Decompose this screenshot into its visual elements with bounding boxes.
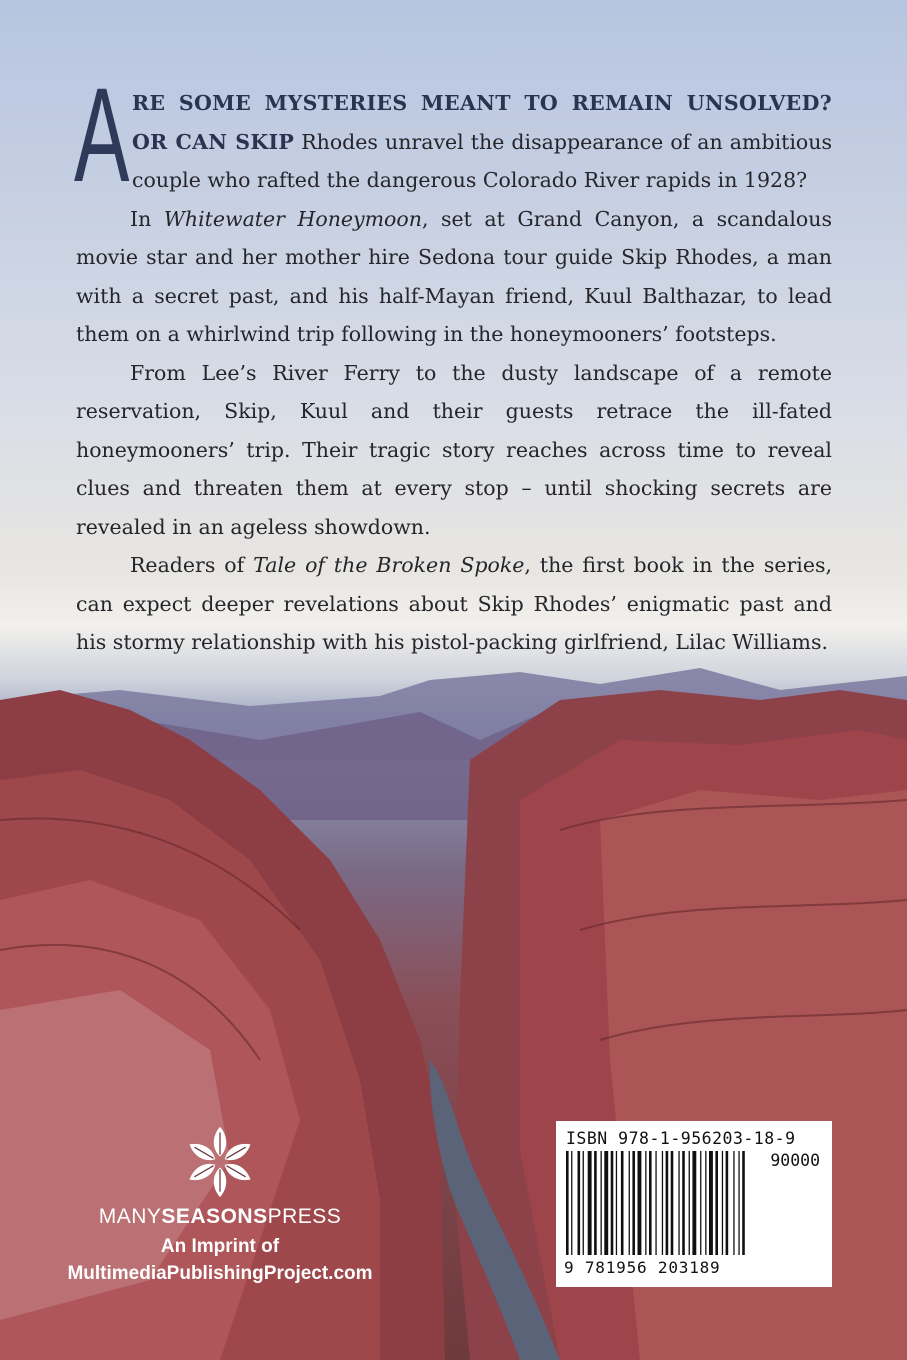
- isbn-text: ISBN 978-1-956203-18-9: [566, 1129, 796, 1148]
- barcode-bar: [700, 1151, 701, 1255]
- barcode-bar: [671, 1151, 674, 1255]
- barcode-bar: [632, 1151, 635, 1255]
- barcode-bar: [601, 1151, 602, 1255]
- barcode-bar: [571, 1151, 572, 1255]
- blurb-paragraph-3: From Lee’s River Ferry to the dusty landscape of a remote reservation, Skip, Kuul and their guests retrace the ill-fated honeymooners’ trip. Their tragic story reaches across time to reveal clues and threaten them at every stop – until shocking secrets are revealed in an ageless showdown.: [76, 360, 832, 539]
- imprint-line-1: An Imprint of: [160, 1236, 280, 1257]
- barcode-bar: [655, 1151, 656, 1255]
- barcode-bar: [611, 1151, 614, 1255]
- barcode-bar: [578, 1151, 581, 1255]
- barcode-bar: [692, 1151, 696, 1255]
- barcode-bar: [638, 1151, 642, 1255]
- barcode-bar: [616, 1151, 617, 1255]
- barcode-bar: [594, 1151, 597, 1255]
- drop-cap: A: [74, 61, 130, 210]
- barcode-bar: [666, 1151, 669, 1255]
- barcode-bar: [629, 1151, 630, 1255]
- book-title-italic: Whitewater Honeymoon: [163, 206, 422, 231]
- barcode-bar: [742, 1151, 745, 1255]
- barcode-bar: [726, 1151, 729, 1255]
- blurb-opening-caps: RE SOME MYSTERIES MEANT TO REMAIN UNSOLVED? OR CAN SKIP: [132, 91, 832, 154]
- barcode-bar: [621, 1151, 624, 1255]
- blurb-paragraph-2: In Whitewater Honeymoon, set at Grand Canyon, a scandalous movie star and her mother hire Sedona tour guide Skip Rhodes, a man with a secret past, and his half-Mayan friend, Kuul Balthazar, to lead them on a whirlwind trip following in the honeymooners’ footsteps.: [76, 206, 832, 346]
- barcode-bar: [678, 1151, 679, 1255]
- barcode-bar: [583, 1151, 584, 1255]
- barcode-bar: [705, 1151, 706, 1255]
- barcode-bar: [682, 1151, 685, 1255]
- flower-star-icon: [183, 1125, 257, 1199]
- barcode-bar: [722, 1151, 723, 1255]
- blurb-paragraph-4: Readers of Tale of the Broken Spoke, the first book in the series, can expect deeper revelations about Skip Rhodes’ enigmatic past and his stormy relationship with his pistol-packing girlfriend, Lilac Williams.: [76, 553, 833, 654]
- back-cover-blurb: [74, 61, 833, 662]
- barcode-bar: [604, 1151, 608, 1255]
- barcode-bar: [645, 1151, 646, 1255]
- barcode-bar: [662, 1151, 663, 1255]
- barcode-bar: [689, 1151, 690, 1255]
- imprint-line-2: MultimediaPublishingProject.com: [67, 1263, 373, 1284]
- barcode-bar: [566, 1151, 569, 1255]
- publisher-block: [60, 1125, 380, 1287]
- isbn-barcode-box: [556, 1121, 832, 1287]
- blurb-paragraph-1: [74, 61, 832, 210]
- ean-digits: 9 781956 203189: [564, 1258, 721, 1277]
- barcode-bar: [709, 1151, 713, 1255]
- barcode-bar: [715, 1151, 718, 1255]
- barcode-bar: [588, 1151, 592, 1255]
- barcode-bar: [649, 1151, 652, 1255]
- barcode-bars: [566, 1151, 822, 1261]
- blurb-intro-text: Rhodes unravel the disappearance of an ambitious couple who rafted the dangerous Colorado River rapids in 1928?: [132, 129, 832, 192]
- barcode-bar: [733, 1151, 734, 1255]
- price-supplement-code: 90000: [770, 1151, 820, 1170]
- series-title-italic: Tale of the Broken Spoke: [253, 553, 525, 577]
- publisher-name: MANYSEASONSPRESS: [98, 1205, 342, 1228]
- barcode-bar: [738, 1151, 739, 1255]
